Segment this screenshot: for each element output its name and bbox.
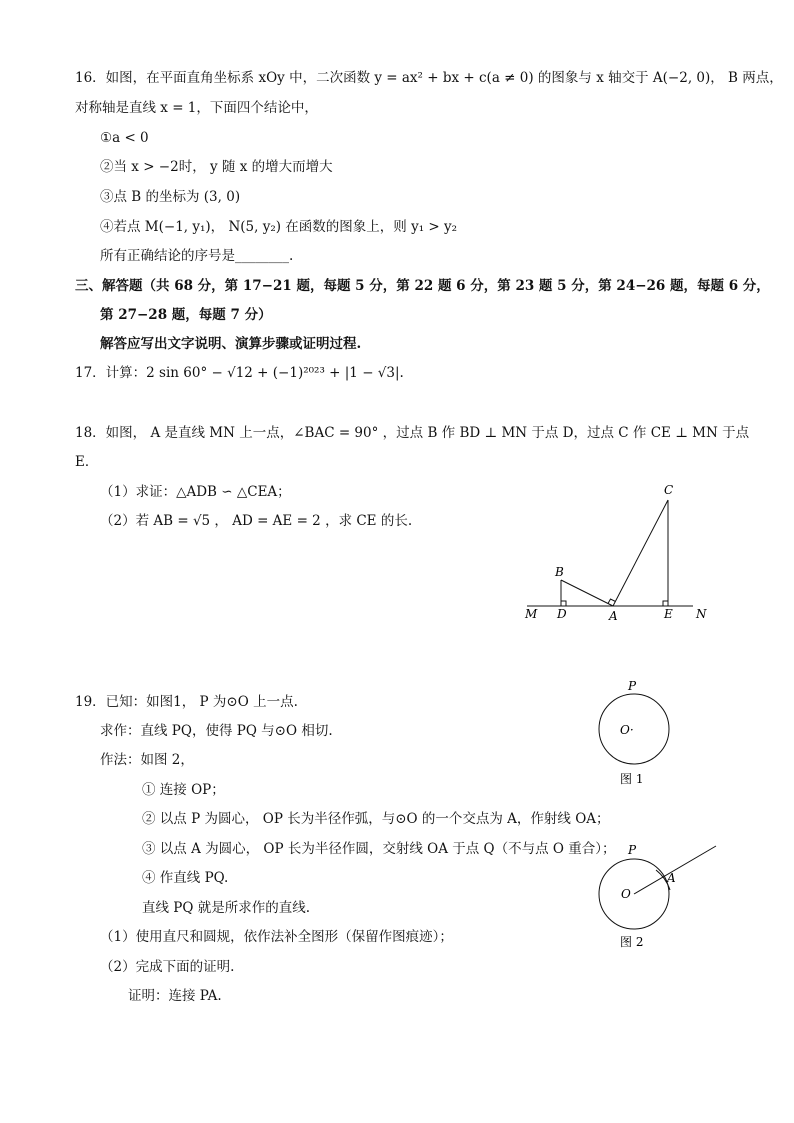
label-d: D xyxy=(557,607,567,621)
section3-line-3: 解答应写出文字说明、演算步骤或证明过程. xyxy=(100,336,362,352)
figure-2-caption: 图 2 xyxy=(620,935,644,949)
q18-line-1: 18．如图， A 是直线 MN 上一点，∠BAC = 90° ，过点 B 作 BD ⊥ MN 于点 D，过点 C 作 CE ⊥ MN 于点 xyxy=(75,425,750,441)
q18-part-1: （1）求证：△ADB ∽ △CEA； xyxy=(100,484,291,500)
ray-oa xyxy=(634,846,716,894)
q17-text: 17．计算：2 sin 60° − √12 + (−1)²⁰²³ + |1 − √3|. xyxy=(75,365,404,381)
q16-line-1: 16．如图，在平面直角坐标系 xOy 中，二次函数 y = ax² + bx + c(a ≠ 0) 的图象与 x 轴交于 A(−2, 0)， B 两点， xyxy=(75,70,783,86)
segment-ba xyxy=(561,580,613,606)
segment-ac xyxy=(613,500,668,606)
q19-step-3: ③ 以点 A 为圆心， OP 长为半径作圆，交射线 OA 于点 Q（不与点 O 重合）； xyxy=(142,841,616,857)
section3-line-2: 第 27−28 题，每题 7 分） xyxy=(100,307,272,323)
q18-figure xyxy=(515,475,725,630)
label-m: M xyxy=(525,607,538,621)
q19-figure-2 xyxy=(590,840,730,955)
q16-choice-4: ④若点 M(−1, y₁)， N(5, y₂) 在函数的图象上，则 y₁ > y₂ xyxy=(100,219,458,235)
q16-line-2: 对称轴是直线 x = 1，下面四个结论中， xyxy=(75,100,318,116)
label-o-fig2: O xyxy=(621,887,631,901)
label-n: N xyxy=(696,607,707,621)
q16-ask: 所有正确结论的序号是________. xyxy=(100,248,294,264)
q19-step-2: ② 以点 P 为圆心， OP 长为半径作弧，与⊙O 的一个交点为 A，作射线 OA； xyxy=(142,811,610,827)
q19-part-2: （2）完成下面的证明. xyxy=(100,959,235,975)
label-p-fig2: P xyxy=(628,843,637,857)
q16-choice-2: ②当 x > −2时， y 随 x 的增大而增大 xyxy=(100,159,333,175)
right-angle-e xyxy=(663,601,668,606)
label-e: E xyxy=(664,607,673,621)
section3-line-1: 三、解答题（共 68 分，第 17−21 题，每题 5 分，第 22 题 6 分，第 23 题 5 分，第 24−26 题，每题 6 分， xyxy=(75,278,770,294)
q19-figure-1 xyxy=(590,673,680,793)
q19-part-1: （1）使用直尺和圆规，依作法补全图形（保留作图痕迹）； xyxy=(100,929,453,945)
q19-line-2: 求作：直线 PQ，使得 PQ 与⊙O 相切. xyxy=(100,723,333,739)
label-o: O· xyxy=(620,723,634,737)
label-c: C xyxy=(664,483,674,497)
q19-proof: 证明：连接 PA. xyxy=(128,988,222,1004)
label-b: B xyxy=(555,565,564,579)
q16-choice-3: ③点 B 的坐标为 (3, 0) xyxy=(100,189,241,205)
q19-step-1: ① 连接 OP； xyxy=(142,782,225,798)
label-a-fig2: A xyxy=(667,871,676,885)
q19-step-4: ④ 作直线 PQ. xyxy=(142,870,229,886)
right-angle-d xyxy=(561,601,566,606)
label-p: P xyxy=(628,679,637,693)
q16-choice-1: ①a < 0 xyxy=(100,130,149,146)
q19-step-5: 直线 PQ 就是所求作的直线. xyxy=(142,900,311,916)
q19-line-3: 作法：如图 2， xyxy=(100,752,194,768)
label-a: A xyxy=(609,609,618,623)
circle-o xyxy=(599,694,669,764)
figure-1-caption: 图 1 xyxy=(620,772,644,786)
q19-line-1: 19．已知：如图1， P 为⊙O 上一点. xyxy=(75,694,298,710)
q18-line-2: E． xyxy=(75,454,99,470)
q18-part-2: （2）若 AB = √5 ， AD = AE = 2 ，求 CE 的长. xyxy=(100,513,413,529)
